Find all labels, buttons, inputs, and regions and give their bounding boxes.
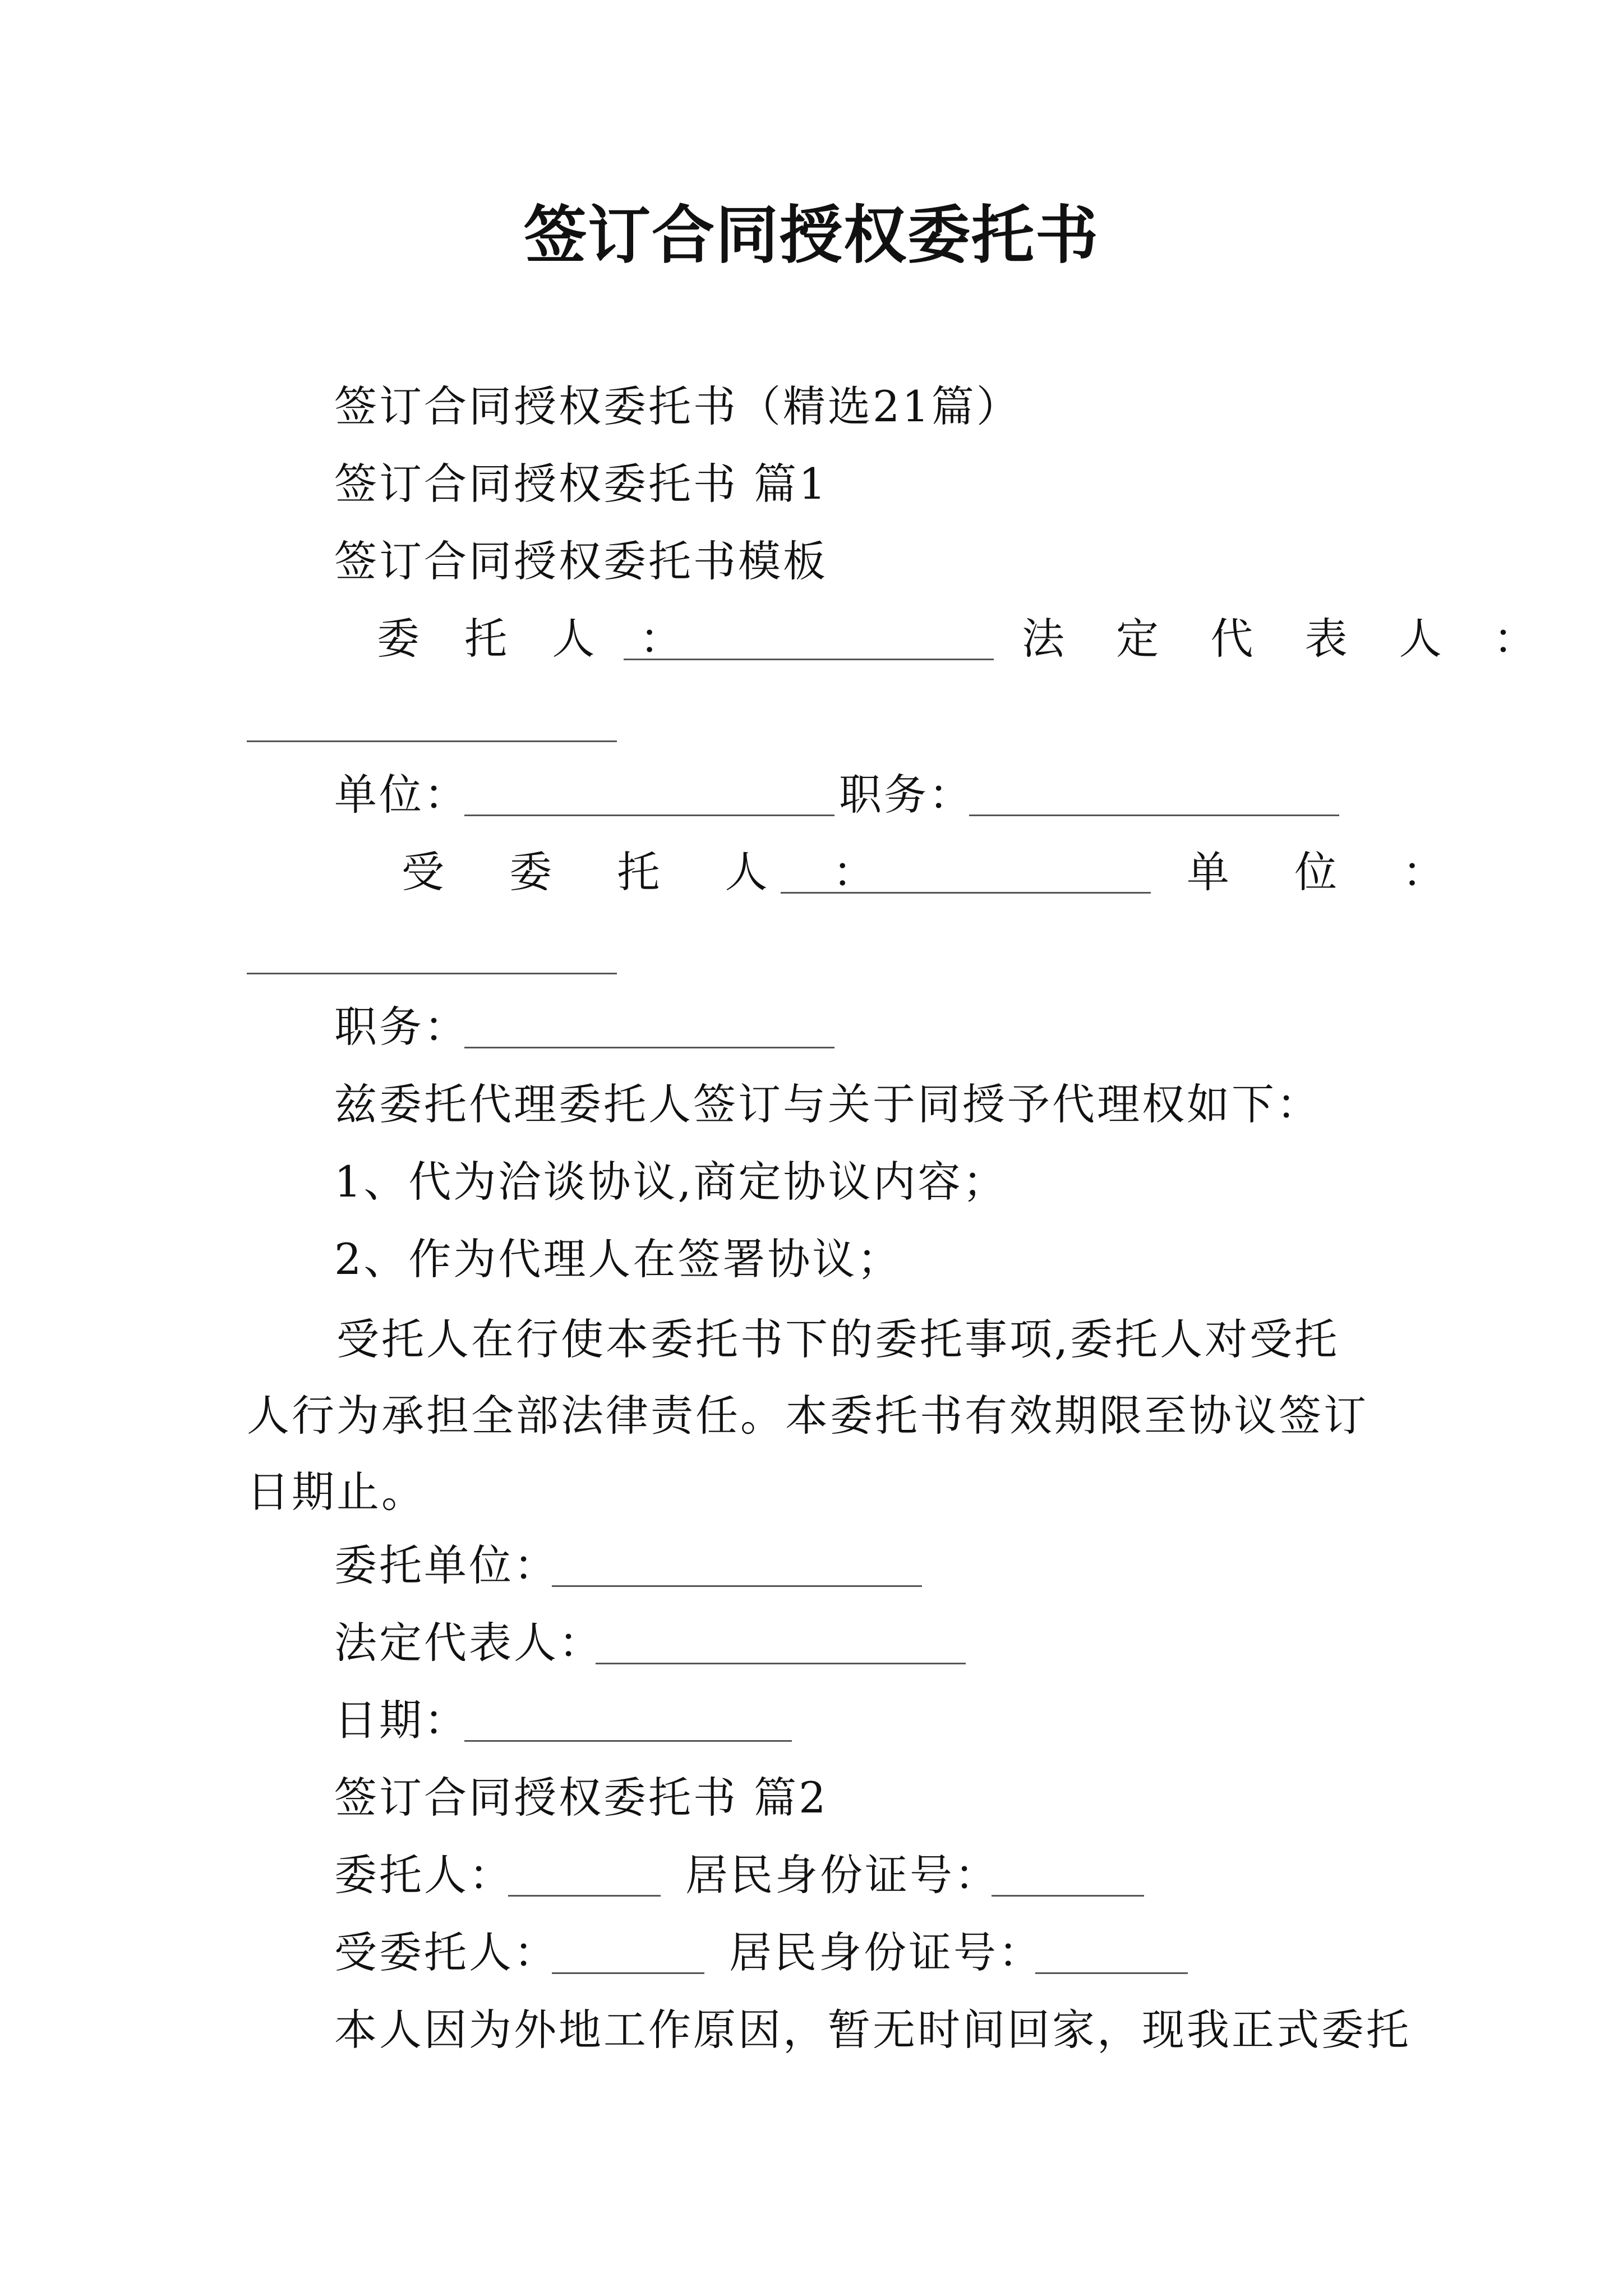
entrust-unit-label: 委托单位：: [334, 1540, 559, 1590]
date-label: 日期：: [334, 1695, 469, 1745]
authorization-item-2: 2、作为代理人在签署协议；: [334, 1234, 902, 1284]
position-label: 职务：: [839, 770, 974, 820]
trustee-unit-blank: [247, 937, 617, 974]
section2-heading: 签订合同授权委托书 篇2: [334, 1773, 828, 1823]
template-title: 签订合同授权委托书模板: [334, 536, 828, 586]
document-title: 签订合同授权委托书: [524, 199, 1099, 272]
section2-id-blank: [992, 1859, 1144, 1897]
section2-client-label: 委托人：: [334, 1850, 514, 1900]
position2-blank: [464, 1011, 834, 1048]
position2-label: 职务：: [334, 1002, 469, 1052]
trustee-unit-label: 单 位 ：: [1187, 847, 1471, 897]
section2-client-blank: [508, 1859, 661, 1897]
legal-rep2-blank: [596, 1627, 966, 1664]
section2-trustee-label: 受委托人：: [334, 1927, 559, 1977]
date-blank: [464, 1704, 792, 1742]
unit-label: 单位：: [334, 770, 469, 820]
responsibility-paragraph: 受托人在行使本委托书下的委托事项,委托人对受托人行为承担全部法律责任。本委托书有效期限至协议签订日期止。: [247, 1314, 1368, 1517]
legal-rep-label: 法 定 代 表 人 ：: [1022, 614, 1555, 664]
section2-id2-label: 居民身份证号：: [729, 1927, 1043, 1977]
section1-heading: 签订合同授权委托书 篇1: [334, 459, 828, 509]
authorization-intro: 兹委托代理委托人签订与关于同授予代理权如下：: [334, 1079, 1321, 1129]
client-label: 委 托 人 ：: [377, 614, 698, 664]
section2-id2-blank: [1035, 1936, 1188, 1974]
trustee-blank: [781, 856, 1151, 894]
section2-body: 本人因为外地工作原因，暂无时间回家，现我正式委托: [334, 2005, 1411, 2055]
client-blank: [624, 623, 994, 660]
trustee-label: 受 委 托 人 ：: [402, 847, 901, 897]
legal-rep-blank: [247, 705, 617, 742]
section2-id-label: 居民身份证号：: [685, 1850, 999, 1900]
unit-blank: [464, 779, 834, 816]
document-subtitle: 签订合同授权委托书（精选21篇）: [334, 381, 1021, 431]
section2-trustee-blank: [552, 1936, 704, 1974]
authorization-item-1: 1、代为洽谈协议,商定协议内容；: [334, 1157, 1008, 1207]
position-blank: [969, 779, 1339, 816]
legal-rep2-label: 法定代表人：: [334, 1618, 603, 1668]
entrust-unit-blank: [552, 1549, 922, 1587]
